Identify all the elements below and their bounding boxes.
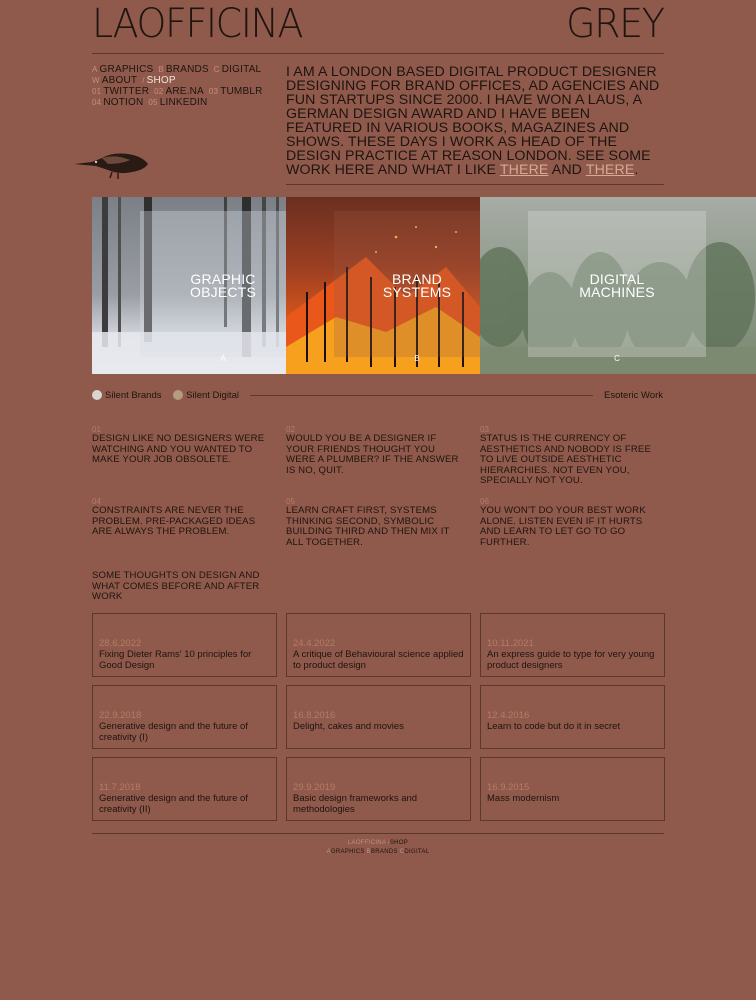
nav-prefix: /	[142, 76, 145, 85]
thought-item	[286, 497, 466, 548]
thought-text: DESIGN LIKE NO DESIGNERS WERE WATCHING AND YOU WANTED TO MAKE YOUR JOB OBSOLETE.	[92, 433, 265, 465]
nav-arena-link[interactable]: ARE.NA	[165, 86, 204, 97]
nav-prefix: 01	[92, 87, 102, 96]
intro-text: I AM A LONDON BASED DIGITAL PRODUCT DESIGNER DESIGNING FOR BRAND OFFICES, AD AGENCIES AND FUN STARTUPS SINCE 2000. I HAVE WON A LAUS, A GERMAN DESIGN AWARD AND I HAVE BEEN FEATURED IN VARIOUS BOOKS, MAGAZINES AND SHOWS. THESE DAYS I WORK AS HEAD OF THE DESIGN PRACTICE AT REASON LONDON. SEE SOME WORK HERE AND WHAT I LIKE	[286, 64, 660, 178]
panel-title-line1: BRAND	[391, 271, 442, 287]
site-logo-grey[interactable]: GREY	[565, 1, 663, 47]
panel-title-line1: DIGITAL	[589, 271, 645, 287]
thought-text: WOULD YOU BE A DESIGNER IF YOUR FRIENDS THOUGHT YOU WERE A PLUMBER? IF THE ANSWER IS NO, QUIT.	[286, 433, 459, 476]
nav-twitter-link[interactable]: TWITTER	[103, 86, 150, 97]
article-card[interactable]	[92, 613, 277, 677]
panel-graphic-objects[interactable]	[92, 197, 286, 374]
thought-item	[480, 425, 660, 487]
intro-paragraph	[286, 65, 664, 177]
nav-shop-link[interactable]: SHOP	[146, 75, 176, 86]
article-date: 12.4.2016	[487, 710, 530, 721]
article-card[interactable]	[286, 757, 471, 821]
panel-title	[574, 273, 660, 299]
thought-text: CONSTRAINTS ARE NEVER THE PROBLEM. PRE-PACKAGED IDEAS ARE ALWAYS THE PROBLEM.	[92, 505, 256, 537]
thought-text: YOU WON'T DO YOUR BEST WORK ALONE. LISTEN EVEN IF IT HURTS AND LEARN TO LET GO TO GO FURTHER.	[480, 505, 646, 548]
nav-prefix: 05	[148, 98, 158, 107]
dot-icon	[173, 390, 183, 400]
footer-prefix: A	[326, 849, 331, 855]
nav-prefix: C	[213, 65, 220, 74]
nav-prefix: 02	[154, 87, 164, 96]
nav-row-1	[92, 64, 277, 75]
nav-linkedin-link[interactable]: LINKEDIN	[159, 97, 208, 108]
article-card[interactable]	[92, 757, 277, 821]
panel-title-line2: SYSTEMS	[382, 284, 452, 300]
intro-link-there-2[interactable]: THERE	[585, 162, 635, 178]
bird-illustration	[72, 148, 152, 180]
article-title: Delight, cakes and movies	[293, 721, 404, 732]
article-title: Generative design and the future of creativity (II)	[99, 793, 248, 815]
legend-item-silent-digital[interactable]	[173, 390, 239, 401]
panel-brand-systems[interactable]	[286, 197, 480, 374]
thought-item	[480, 497, 660, 548]
legend-label: Silent Brands	[105, 390, 162, 401]
footer-nav-row-1	[0, 840, 756, 846]
nav-graphics-link[interactable]: GRAPHICS	[99, 64, 154, 75]
article-title: Generative design and the future of creativity (I)	[99, 721, 248, 743]
footer-divider	[92, 833, 664, 834]
article-card[interactable]	[286, 685, 471, 749]
site-logo[interactable]: LAOFFICINA	[92, 1, 303, 47]
article-card[interactable]	[480, 613, 665, 677]
article-title: An express guide to type for very young product designers	[487, 649, 655, 671]
panel-letter: A	[220, 354, 226, 363]
article-title: Fixing Dieter Rams' 10 principles for Good Design	[99, 649, 252, 671]
article-date: 16.8.2016	[293, 710, 336, 721]
legend-left	[92, 390, 239, 401]
article-date: 22.9.2018	[99, 710, 142, 721]
article-title: Basic design frameworks and methodologies	[293, 793, 418, 815]
legend-esoteric-work[interactable]: Esoteric Work	[604, 390, 663, 401]
article-date: 24.4.2022	[293, 638, 336, 649]
legend-item-silent-brands[interactable]	[92, 390, 164, 401]
thought-number: 01	[92, 425, 101, 434]
nav-tumblr-link[interactable]: TUMBLR	[220, 86, 263, 97]
articles-heading-text: SOME THOUGHTS ON DESIGN AND WHAT COMES BEFORE AND AFTER WORK	[92, 570, 260, 602]
article-card[interactable]	[92, 685, 277, 749]
legend-divider	[250, 395, 593, 396]
nav-prefix: A	[92, 65, 98, 74]
panel-title-line2: OBJECTS	[190, 284, 256, 300]
footer-prefix: B	[366, 849, 371, 855]
footer-brands-link[interactable]: BRANDS	[370, 849, 398, 855]
nav-row-3	[92, 86, 277, 97]
article-title: A critique of Behavioural science applied to product design	[293, 649, 464, 671]
panel-title-line1: GRAPHIC	[190, 271, 256, 287]
thought-number: 03	[480, 425, 489, 434]
legend-label: Silent Digital	[186, 390, 239, 401]
panel-title	[180, 273, 266, 299]
thought-number: 02	[286, 425, 295, 434]
panel-title-line2: MACHINES	[579, 284, 655, 300]
article-date: 16.9.2015	[487, 782, 530, 793]
panel-title	[374, 273, 460, 299]
panel-letter: C	[614, 354, 620, 363]
nav-prefix: B	[158, 65, 164, 74]
thought-item	[286, 425, 466, 476]
nav-prefix: 03	[208, 87, 219, 96]
thought-item	[92, 425, 272, 466]
nav-prefix: W	[92, 76, 100, 85]
footer-digital-link[interactable]: DIGITAL	[404, 849, 430, 855]
nav-about-link[interactable]: ABOUT	[101, 75, 138, 86]
thought-number: 06	[480, 497, 489, 506]
panel-digital-machines[interactable]	[480, 197, 756, 374]
header-divider	[92, 53, 664, 54]
article-card[interactable]	[480, 757, 665, 821]
nav-row-2	[92, 75, 277, 86]
panel-letter: B	[414, 354, 420, 363]
footer-graphics-link[interactable]: GRAPHICS	[330, 849, 365, 855]
article-card[interactable]	[480, 685, 665, 749]
thought-text: LEARN CRAFT FIRST, SYSTEMS THINKING SECOND, SYMBOLIC BUILDING THIRD AND THEN MIX IT ALL TOGETHER.	[286, 505, 450, 548]
articles-heading	[92, 571, 272, 603]
article-date: 29.9.2019	[293, 782, 336, 793]
nav-brands-link[interactable]: BRANDS	[165, 64, 209, 75]
article-date: 10.11.2021	[487, 638, 534, 649]
thought-text: STATUS IS THE CURRENCY OF AESTHETICS AND NOBODY IS FREE TO LIVE OUTSIDE AESTHETIC HIERARCHIES. NOT EVEN YOU, SPECIALLY NOT YOU.	[480, 433, 652, 486]
footer-nav-row-2	[0, 849, 756, 855]
thought-item	[92, 497, 272, 538]
intro-link-there-1[interactable]: THERE	[499, 162, 549, 178]
nav-notion-link[interactable]: NOTION	[103, 97, 144, 108]
article-date: 11.7.2018	[99, 782, 141, 793]
intro-and: AND	[551, 162, 583, 178]
nav-prefix: 04	[92, 98, 102, 107]
article-date: 28.6.2022	[99, 638, 142, 649]
thought-number: 04	[92, 497, 101, 506]
footer-prefix: /	[387, 840, 390, 846]
intro-divider	[286, 184, 664, 185]
article-title: Learn to code but do it in secret	[487, 721, 621, 732]
intro-end: .	[634, 162, 639, 178]
dot-icon	[92, 390, 102, 400]
main-nav	[92, 64, 277, 108]
footer-prefix: C	[399, 849, 405, 855]
thought-number: 05	[286, 497, 295, 506]
footer-shop-link[interactable]: SHOP	[389, 840, 409, 846]
article-title: Mass modernism	[487, 793, 560, 804]
footer-logo-link[interactable]: LAOFFICINA	[347, 840, 386, 846]
nav-digital-link[interactable]: DIGITAL	[221, 64, 262, 75]
nav-row-4	[92, 97, 277, 108]
article-card[interactable]	[286, 613, 471, 677]
